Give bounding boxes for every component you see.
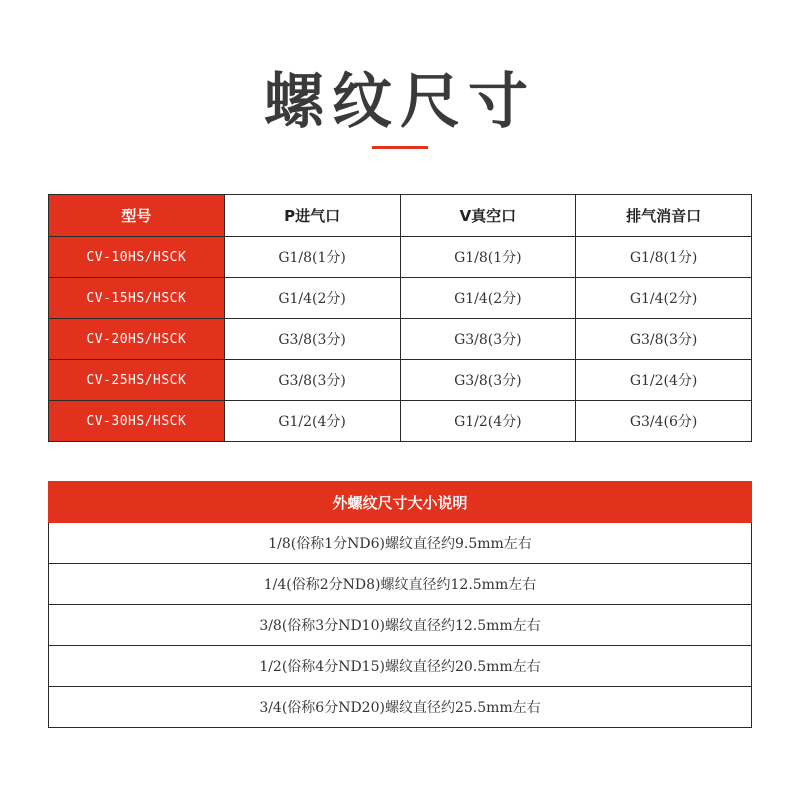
p-inlet-cell: G1/4(2分) <box>224 278 400 319</box>
note-row <box>49 687 752 728</box>
v-vacuum-cell: G1/2(4分) <box>400 401 576 442</box>
note-text: 1/4(俗称2分ND8)螺纹直径约12.5mm左右 <box>49 564 752 605</box>
exhaust-cell: G3/8(3分) <box>576 319 752 360</box>
model-cell: CV-20HS/HSCK <box>49 319 225 360</box>
header-p-inlet: P进气口 <box>224 195 400 237</box>
note-text: 1/8(俗称1分ND6)螺纹直径约9.5mm左右 <box>49 523 752 564</box>
v-vacuum-cell: G1/8(1分) <box>400 237 576 278</box>
model-cell: CV-15HS/HSCK <box>49 278 225 319</box>
v-vacuum-cell: G3/8(3分) <box>400 319 576 360</box>
page-title: 螺纹尺寸 <box>264 67 536 137</box>
header-model: 型号 <box>49 195 225 237</box>
note-row <box>49 564 752 605</box>
exhaust-cell: G1/8(1分) <box>576 237 752 278</box>
p-inlet-cell: G3/8(3分) <box>224 319 400 360</box>
thread-spec-table <box>48 194 752 442</box>
note-text: 3/4(俗称6分ND20)螺纹直径约25.5mm左右 <box>49 687 752 728</box>
table-row <box>49 319 752 360</box>
note-header-row <box>49 482 752 523</box>
table-row <box>49 360 752 401</box>
thread-size-note-table <box>48 481 752 728</box>
note-text: 3/8(俗称3分ND10)螺纹直径约12.5mm左右 <box>49 605 752 646</box>
header-v-vacuum: V真空口 <box>400 195 576 237</box>
v-vacuum-cell: G1/4(2分) <box>400 278 576 319</box>
note-header: 外螺纹尺寸大小说明 <box>49 482 752 523</box>
model-cell: CV-25HS/HSCK <box>49 360 225 401</box>
p-inlet-cell: G1/8(1分) <box>224 237 400 278</box>
table-row <box>49 278 752 319</box>
note-text: 1/2(俗称4分ND15)螺纹直径约20.5mm左右 <box>49 646 752 687</box>
model-cell: CV-10HS/HSCK <box>49 237 225 278</box>
title-underline <box>372 146 428 149</box>
exhaust-cell: G1/4(2分) <box>576 278 752 319</box>
header-exhaust: 排气消音口 <box>576 195 752 237</box>
v-vacuum-cell: G3/8(3分) <box>400 360 576 401</box>
table-row <box>49 237 752 278</box>
exhaust-cell: G3/4(6分) <box>576 401 752 442</box>
note-row <box>49 523 752 564</box>
note-row <box>49 646 752 687</box>
exhaust-cell: G1/2(4分) <box>576 360 752 401</box>
table-row <box>49 401 752 442</box>
model-cell: CV-30HS/HSCK <box>49 401 225 442</box>
note-row <box>49 605 752 646</box>
p-inlet-cell: G3/8(3分) <box>224 360 400 401</box>
table-header-row <box>49 195 752 237</box>
p-inlet-cell: G1/2(4分) <box>224 401 400 442</box>
